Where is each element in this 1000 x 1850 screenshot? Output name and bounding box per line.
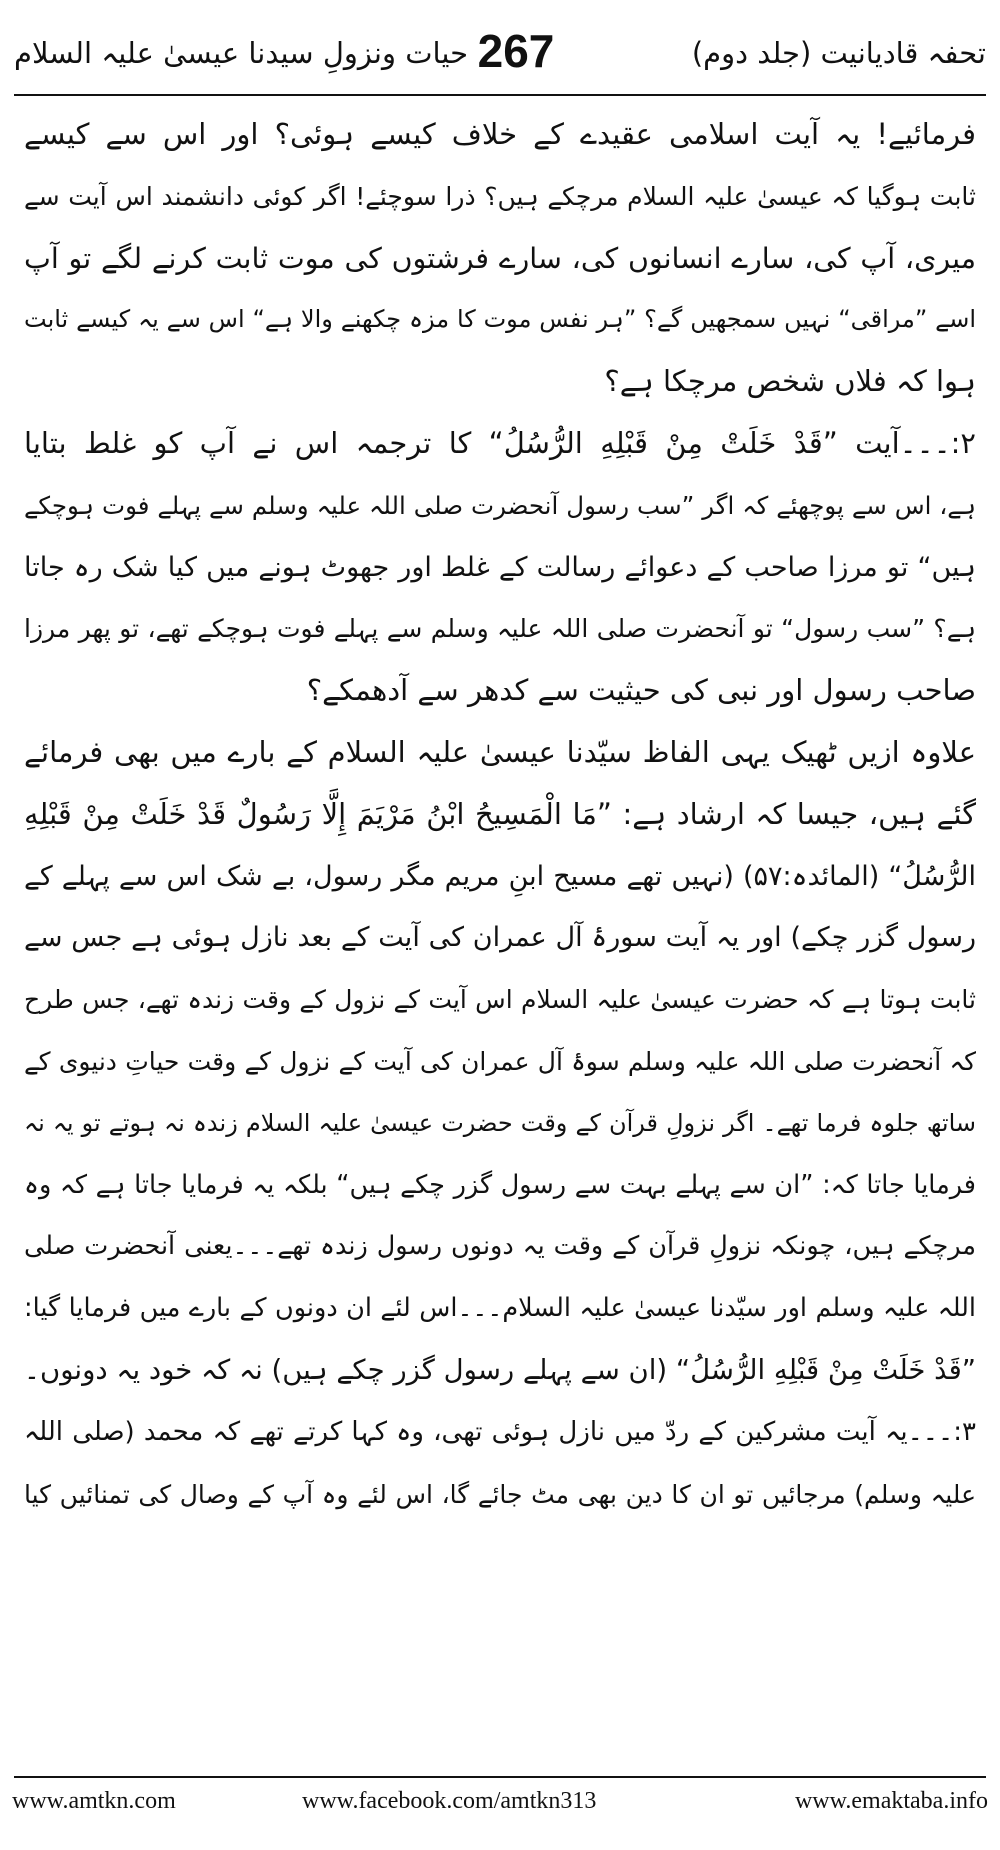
text-line: مرچکے ہیں، چونکہ نزولِ قرآن کے وقت یہ دونوں رسول زندہ تھے۔۔۔یعنی آنحضرت صلی: [24, 1231, 976, 1262]
text-line: میری، آپ کی، سارے انسانوں کی، سارے فرشتوں کی موت ثابت کرنے لگے تو آپ: [24, 241, 976, 275]
page-footer: [12, 1782, 988, 1822]
text-line: ہے؟ ”سب رسول“ تو آنحضرت صلی اللہ علیہ وسلم سے پہلے فوت ہوچکے تھے، تو پھر مرزا: [24, 614, 976, 644]
text-line: ۲:۔۔۔آیت ”قَدْ خَلَتْ مِنْ قَبْلِهِ الرُّسُلُ“ کا ترجمہ اس نے آپ کو غلط بتایا: [24, 425, 976, 460]
text-line: اسے ”مراقی“ نہیں سمجھیں گے؟ ”ہر نفس موت کا مزہ چکھنے والا ہے“ اس سے یہ کیسے ثابت: [24, 305, 976, 334]
text-line: ہیں“ تو مرزا صاحب کے دعوائے رسالت کے غلط اور جھوٹ ہونے میں کیا شک رہ جاتا: [24, 551, 976, 583]
footer-divider: [14, 1776, 986, 1778]
text-line: فرمائیے! یہ آیت اسلامی عقیدے کے خلاف کیسے ہوئی؟ اور اس سے کیسے: [24, 117, 976, 151]
text-line: ساتھ جلوہ فرما تھے۔ اگر نزولِ قرآن کے وقت حضرت عیسیٰ علیہ السلام زندہ نہ ہوتے تو یہ نہ: [24, 1108, 976, 1137]
text-line: الرُّسُلُ“ (المائدہ:۵۷) (نہیں تھے مسیح ابنِ مریم مگر رسول، بے شک اس سے پہلے کے: [24, 860, 976, 892]
header-divider: [14, 94, 986, 96]
text-line: ثابت ہوگیا کہ عیسیٰ علیہ السلام مرچکے ہیں؟ ذرا سوچئے! اگر کوئی دانشمند اس آیت سے: [24, 181, 976, 211]
text-line: علیہ وسلم) مرجائیں تو ان کا دین بھی مٹ جائے گا، اس لئے وہ آپ کے وصال کی تمنائیں کیا: [24, 1479, 976, 1509]
text-line: فرمایا جاتا کہ: ”ان سے پہلے بہت سے رسول گزر چکے ہیں“ بلکہ یہ فرمایا جاتا ہے کہ وہ: [24, 1169, 976, 1200]
text-line: صاحب رسول اور نبی کی حیثیت سے کدھر سے آدھمکے؟: [306, 673, 976, 708]
footer-link-amtkn[interactable]: www.amtkn.com: [12, 1788, 176, 1814]
text-line: علاوہ ازیں ٹھیک یہی الفاظ سیّدنا عیسیٰ علیہ السلام کے بارے میں بھی فرمائے: [24, 734, 976, 769]
text-line: کہ آنحضرت صلی اللہ علیہ وسلم سوۂ آل عمران کی آیت کے نزول کے وقت حیاتِ دنیوی کے: [24, 1046, 976, 1076]
text-line: گئے ہیں، جیسا کہ ارشاد ہے: ”مَا الْمَسِيحُ ابْنُ مَرْيَمَ إِلَّا رَسُولٌ قَدْ خَلَتْ مِنْ قَبْلِهِ: [24, 796, 976, 831]
footer-link-facebook[interactable]: www.facebook.com/amtkn313: [302, 1788, 597, 1814]
text-line: ”قَدْ خَلَتْ مِنْ قَبْلِهِ الرُّسُلُ“ (ان سے پہلے رسول گزر چکے ہیں) نہ کہ خود یہ دونوں۔: [24, 1353, 976, 1386]
text-line: اللہ علیہ وسلم اور سیّدنا عیسیٰ علیہ السلام۔۔۔اس لئے ان دونوں کے بارے میں فرمایا گیا:: [24, 1293, 976, 1324]
chapter-title: حیات ونزولِ سیدنا عیسیٰ علیہ السلام: [14, 36, 469, 70]
page-header: [14, 22, 986, 92]
text-line: رسول گزر چکے) اور یہ آیت سورۂ آل عمران کی آیت کے بعد نازل ہوئی ہے جس سے: [24, 922, 976, 954]
text-line: ہوا کہ فلاں شخص مرچکا ہے؟: [604, 364, 976, 399]
book-title: تحفہ قادیانیت (جلد دوم): [691, 36, 986, 70]
body-text: [24, 104, 976, 1764]
page-number: 267: [477, 25, 555, 77]
text-line: ثابت ہوتا ہے کہ حضرت عیسیٰ علیہ السلام اس آیت کے نزول کے وقت زندہ تھے، جس طرح: [24, 985, 976, 1015]
text-line: ۳:۔۔۔یہ آیت مشرکین کے ردّ میں نازل ہوئی تھی، وہ کہا کرتے تھے کہ محمد (صلی اللہ: [24, 1416, 976, 1447]
footer-link-emaktaba[interactable]: www.emaktaba.info: [794, 1788, 988, 1814]
text-line: ہے، اس سے پوچھئے کہ اگر ”سب رسول آنحضرت صلی اللہ علیہ وسلم سے پہلے فوت ہوچکے: [24, 490, 976, 520]
